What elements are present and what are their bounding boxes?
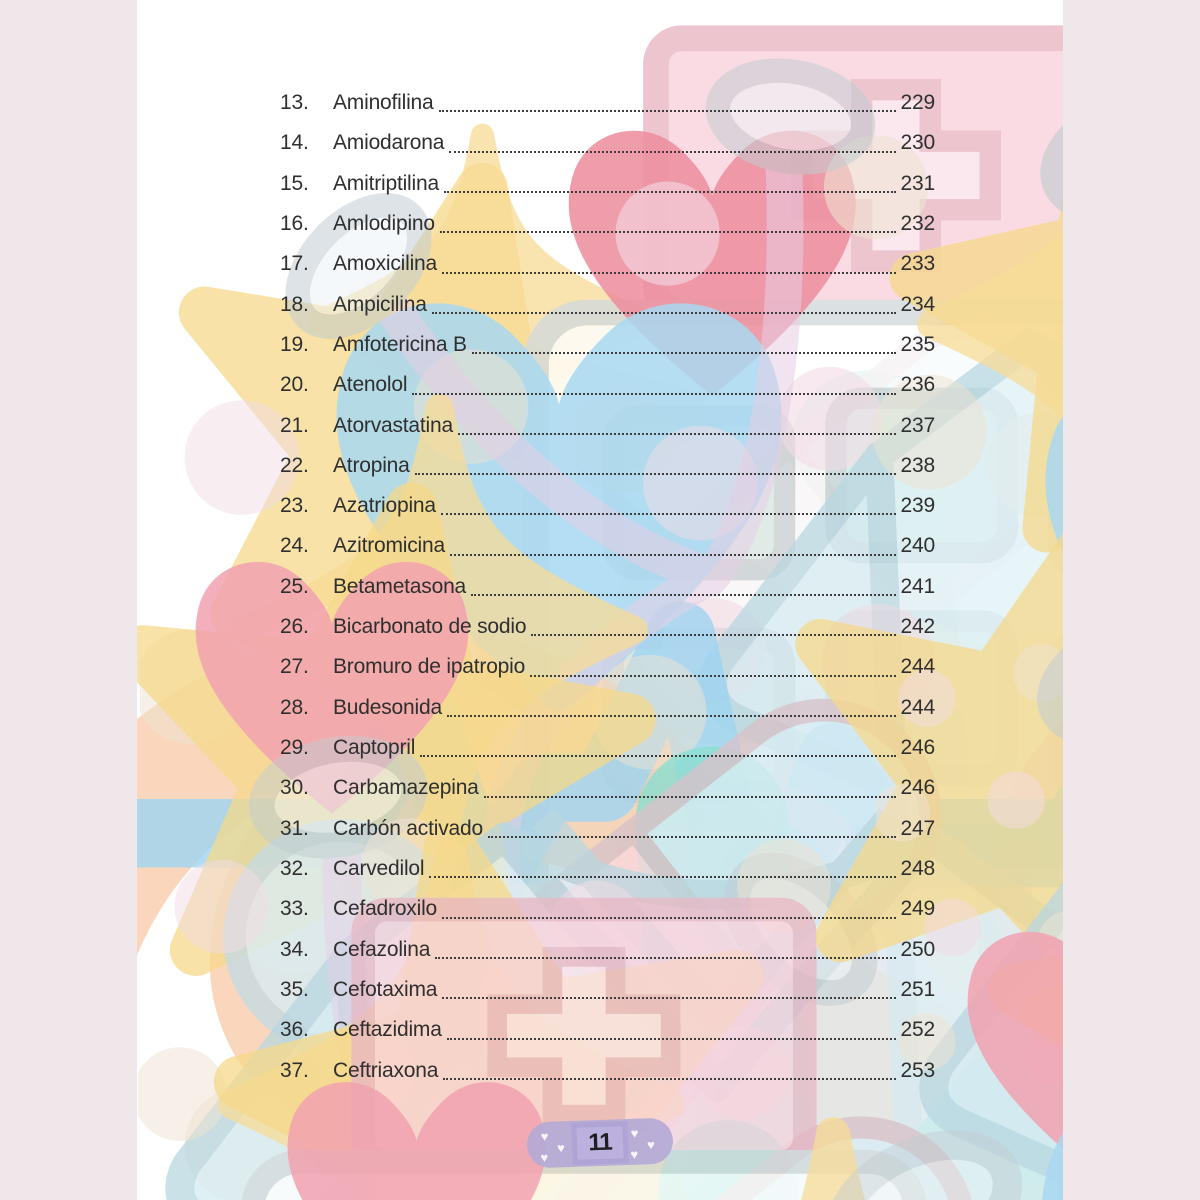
toc-leader-dots [447,715,896,717]
toc-row [280,607,935,647]
toc-entry-number: 27. [280,655,309,679]
toc-row [280,204,935,244]
toc-entry-number: 14. [280,131,309,155]
toc-entry-page: 244 [900,655,935,679]
toc-leader-dots [444,191,896,193]
toc-entry-title: Bromuro de ipatropio [333,655,526,679]
toc-leader-dots [435,957,895,959]
toc-entry-title: Aminofilina [333,91,434,114]
toc-entry-number: 33. [280,897,309,921]
toc-entry-page: 246 [900,736,935,759]
toc-entry-number: 34. [280,937,309,961]
toc-entry-number: 32. [280,856,309,880]
toc-leader-dots [432,312,896,314]
toc-leader-dots [443,1078,895,1080]
toc-entry-title: Amiodarona [333,131,445,155]
toc-entry-title: Betametasona [333,574,467,598]
bandage-heart-icon: ♥ [556,1140,566,1156]
toc-row [280,365,935,405]
toc-entry-title: Azatriopina [333,494,436,518]
toc-leader-dots [458,433,896,435]
toc-entry-page: 233 [900,252,935,276]
toc-entry-title: Budesonida [333,695,442,719]
toc-leader-dots [440,231,896,233]
bandage-heart-icon: ♥ [646,1137,656,1153]
toc-entry-page: 251 [900,977,935,1001]
toc-entry-page: 234 [900,292,935,316]
toc-entry-number: 30. [280,776,309,800]
toc-entry-number: 31. [280,816,309,840]
toc-row [280,285,935,325]
toc-entry-number: 26. [280,615,309,639]
toc-entry-page: 242 [900,615,935,639]
toc-row [280,647,935,687]
toc-entry-title: Ceftazidima [333,1018,442,1042]
toc-entry-number: 37. [280,1058,309,1082]
toc-row [280,768,935,808]
toc-entry-page: 250 [900,937,935,961]
toc-entry-title: Ceftriaxona [333,1058,439,1082]
toc-list [280,83,935,1091]
toc-entry-page: 235 [900,332,935,356]
toc-row [280,809,935,849]
toc-entry-title: Amlodipino [333,211,435,235]
toc-entry-number: 25. [280,574,309,598]
toc-row [280,446,935,486]
bandage-heart-icon: ♥ [630,1125,639,1141]
toc-row [280,1010,935,1050]
toc-entry-page: 239 [900,494,935,518]
toc-entry-title: Captopril [333,736,416,759]
toc-row [280,526,935,566]
toc-entry-page: 247 [900,816,935,840]
toc-leader-dots [442,997,895,999]
toc-leader-dots [439,110,896,112]
toc-entry-title: Carvedilol [333,856,425,880]
toc-row [280,325,935,365]
toc-entry-number: 22. [280,453,309,477]
toc-entry-page: 232 [900,211,935,235]
toc-row [280,123,935,163]
bandage-heart-icon: ♥ [540,1128,549,1145]
toc-entry-page: 240 [900,534,935,558]
toc-leader-dots [442,917,896,919]
toc-row [280,83,935,123]
toc-entry-title: Carbamazepina [333,776,479,800]
toc-row [280,1051,935,1091]
toc-entry-number: 36. [280,1018,309,1042]
toc-entry-title: Atorvastatina [333,413,453,437]
toc-entry-page: 253 [900,1058,935,1082]
toc-leader-dots [472,352,896,354]
toc-entry-page: 252 [900,1018,935,1042]
toc-row [280,164,935,204]
toc-entry-page: 238 [900,453,935,477]
toc-entry-page: 249 [900,897,935,921]
toc-leader-dots [488,836,896,838]
toc-entry-page: 241 [900,574,935,598]
toc-leader-dots [441,513,896,515]
toc-leader-dots [429,876,895,878]
toc-entry-number: 20. [280,373,309,397]
toc-leader-dots [530,675,895,677]
toc-entry-number: 18. [280,292,309,316]
toc-entry-number: 35. [280,977,309,1001]
toc-leader-dots [412,393,895,395]
toc-entry-number: 15. [280,171,309,195]
toc-entry-page: 248 [900,856,935,880]
toc-row [280,930,935,970]
toc-entry-title: Cefadroxilo [333,897,438,921]
page-number: 11 [587,1128,613,1157]
toc-row [280,688,935,728]
toc-leader-dots [420,755,895,757]
toc-entry-page: 230 [900,131,935,155]
toc-row [280,849,935,889]
bandage-icon [526,1117,674,1168]
toc-entry-title: Atropina [333,453,410,477]
bandage-heart-icon: ♥ [630,1146,639,1162]
toc-entry-title: Amfotericina B [333,332,467,356]
toc-entry-title: Amoxicilina [333,252,437,276]
toc-entry-page: 231 [900,171,935,195]
toc-entry-title: Atenolol [333,373,408,397]
toc-row [280,244,935,284]
toc-row [280,406,935,446]
toc-entry-title: Cefotaxima [333,977,438,1001]
toc-leader-dots [484,796,896,798]
toc-entry-page: 229 [900,91,935,114]
toc-entry-number: 24. [280,534,309,558]
toc-leader-dots [449,151,895,153]
toc-leader-dots [442,272,896,274]
toc-row [280,567,935,607]
toc-entry-number: 21. [280,413,309,437]
toc-entry-number: 13. [280,91,309,114]
toc-row [280,486,935,526]
toc-entry-title: Amitriptilina [333,171,439,195]
toc-entry-page: 237 [900,413,935,437]
toc-entry-page: 236 [900,373,935,397]
toc-leader-dots [415,473,896,475]
toc-entry-page: 246 [900,776,935,800]
toc-entry-title: Carbón activado [333,816,483,840]
toc-entry-title: Cefazolina [333,937,431,961]
bandage-heart-icon: ♥ [540,1149,549,1166]
toc-entry-number: 17. [280,252,309,276]
toc-leader-dots [447,1038,896,1040]
toc-entry-title: Bicarbonato de sodio [333,615,527,639]
toc-entry-title: Ampicilina [333,292,427,316]
toc-leader-dots [450,554,896,556]
toc-row [280,728,935,768]
toc-entry-number: 19. [280,332,309,356]
toc-entry-number: 29. [280,736,309,759]
toc-leader-dots [471,594,896,596]
toc-entry-page: 244 [900,695,935,719]
toc-entry-title: Azitromicina [333,534,445,558]
toc-entry-number: 16. [280,211,309,235]
toc-leader-dots [531,634,895,636]
toc-row [280,970,935,1010]
toc-entry-number: 23. [280,494,309,518]
toc-entry-number: 28. [280,695,309,719]
toc-row [280,889,935,929]
